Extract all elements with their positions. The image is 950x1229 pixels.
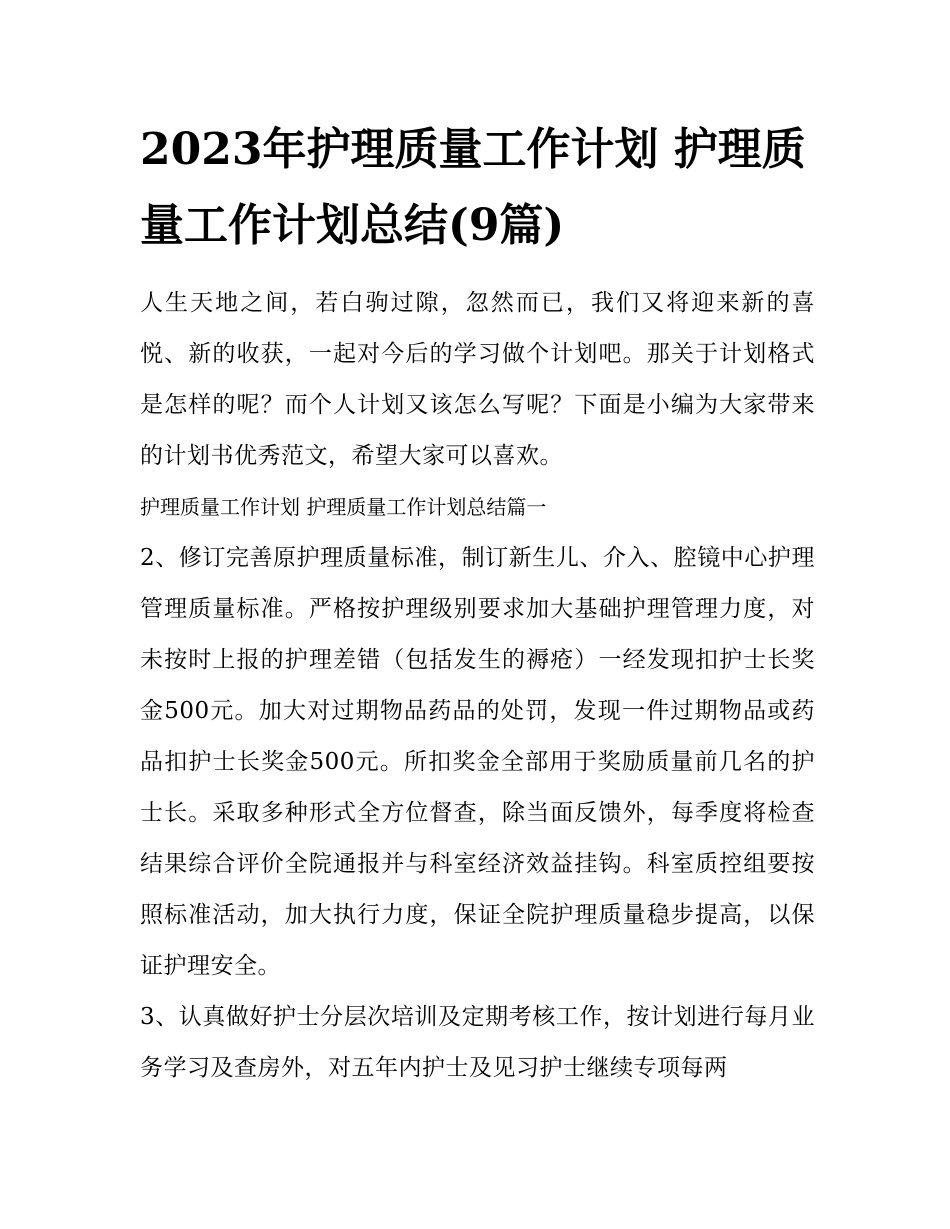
body-paragraph-item-2: 2、修订完善原护理质量标准，制订新生儿、介入、腔镜中心护理管理质量标准。严格按护理级别要求加大基础护理管理力度，对未按时上报的护理差错（包括发生的褥疮）一经发现扣护士长奖金500元。加大对过期物品药品的处罚，发现一件过期物品或药品扣护士长奖金500元。所扣奖金全部用于奖励质量前几名的护士长。采取多种形式全方位督查，除当面反馈外，每季度将检查结果综合评价全院通报并与科室经济效益挂钩。科室质控组要按照标准活动，加大执行力度，保证全院护理质量稳步提高，以保证护理安全。 (140, 545, 815, 979)
section-heading: 护理质量工作计划 护理质量工作计划总结篇一 (140, 495, 547, 519)
intro-paragraph: 人生天地之间，若白驹过隙，忽然而已，我们又将迎来新的喜悦、新的收获，一起对今后的学习做个计划吧。那关于计划格式是怎样的呢？而个人计划又该怎么写呢？下面是小编为大家带来的计划书优秀范文，希望大家可以喜欢。 (140, 290, 815, 469)
document-body (140, 278, 815, 1094)
body-paragraph-item-3: 3、认真做好护士分层次培训及定期考核工作，按计划进行每月业务学习及查房外，对五年内护士及见习护士继续专项每两 (140, 1004, 815, 1081)
document-title: 2023年护理质量工作计划 护理质量工作计划总结(9篇) (140, 124, 806, 251)
